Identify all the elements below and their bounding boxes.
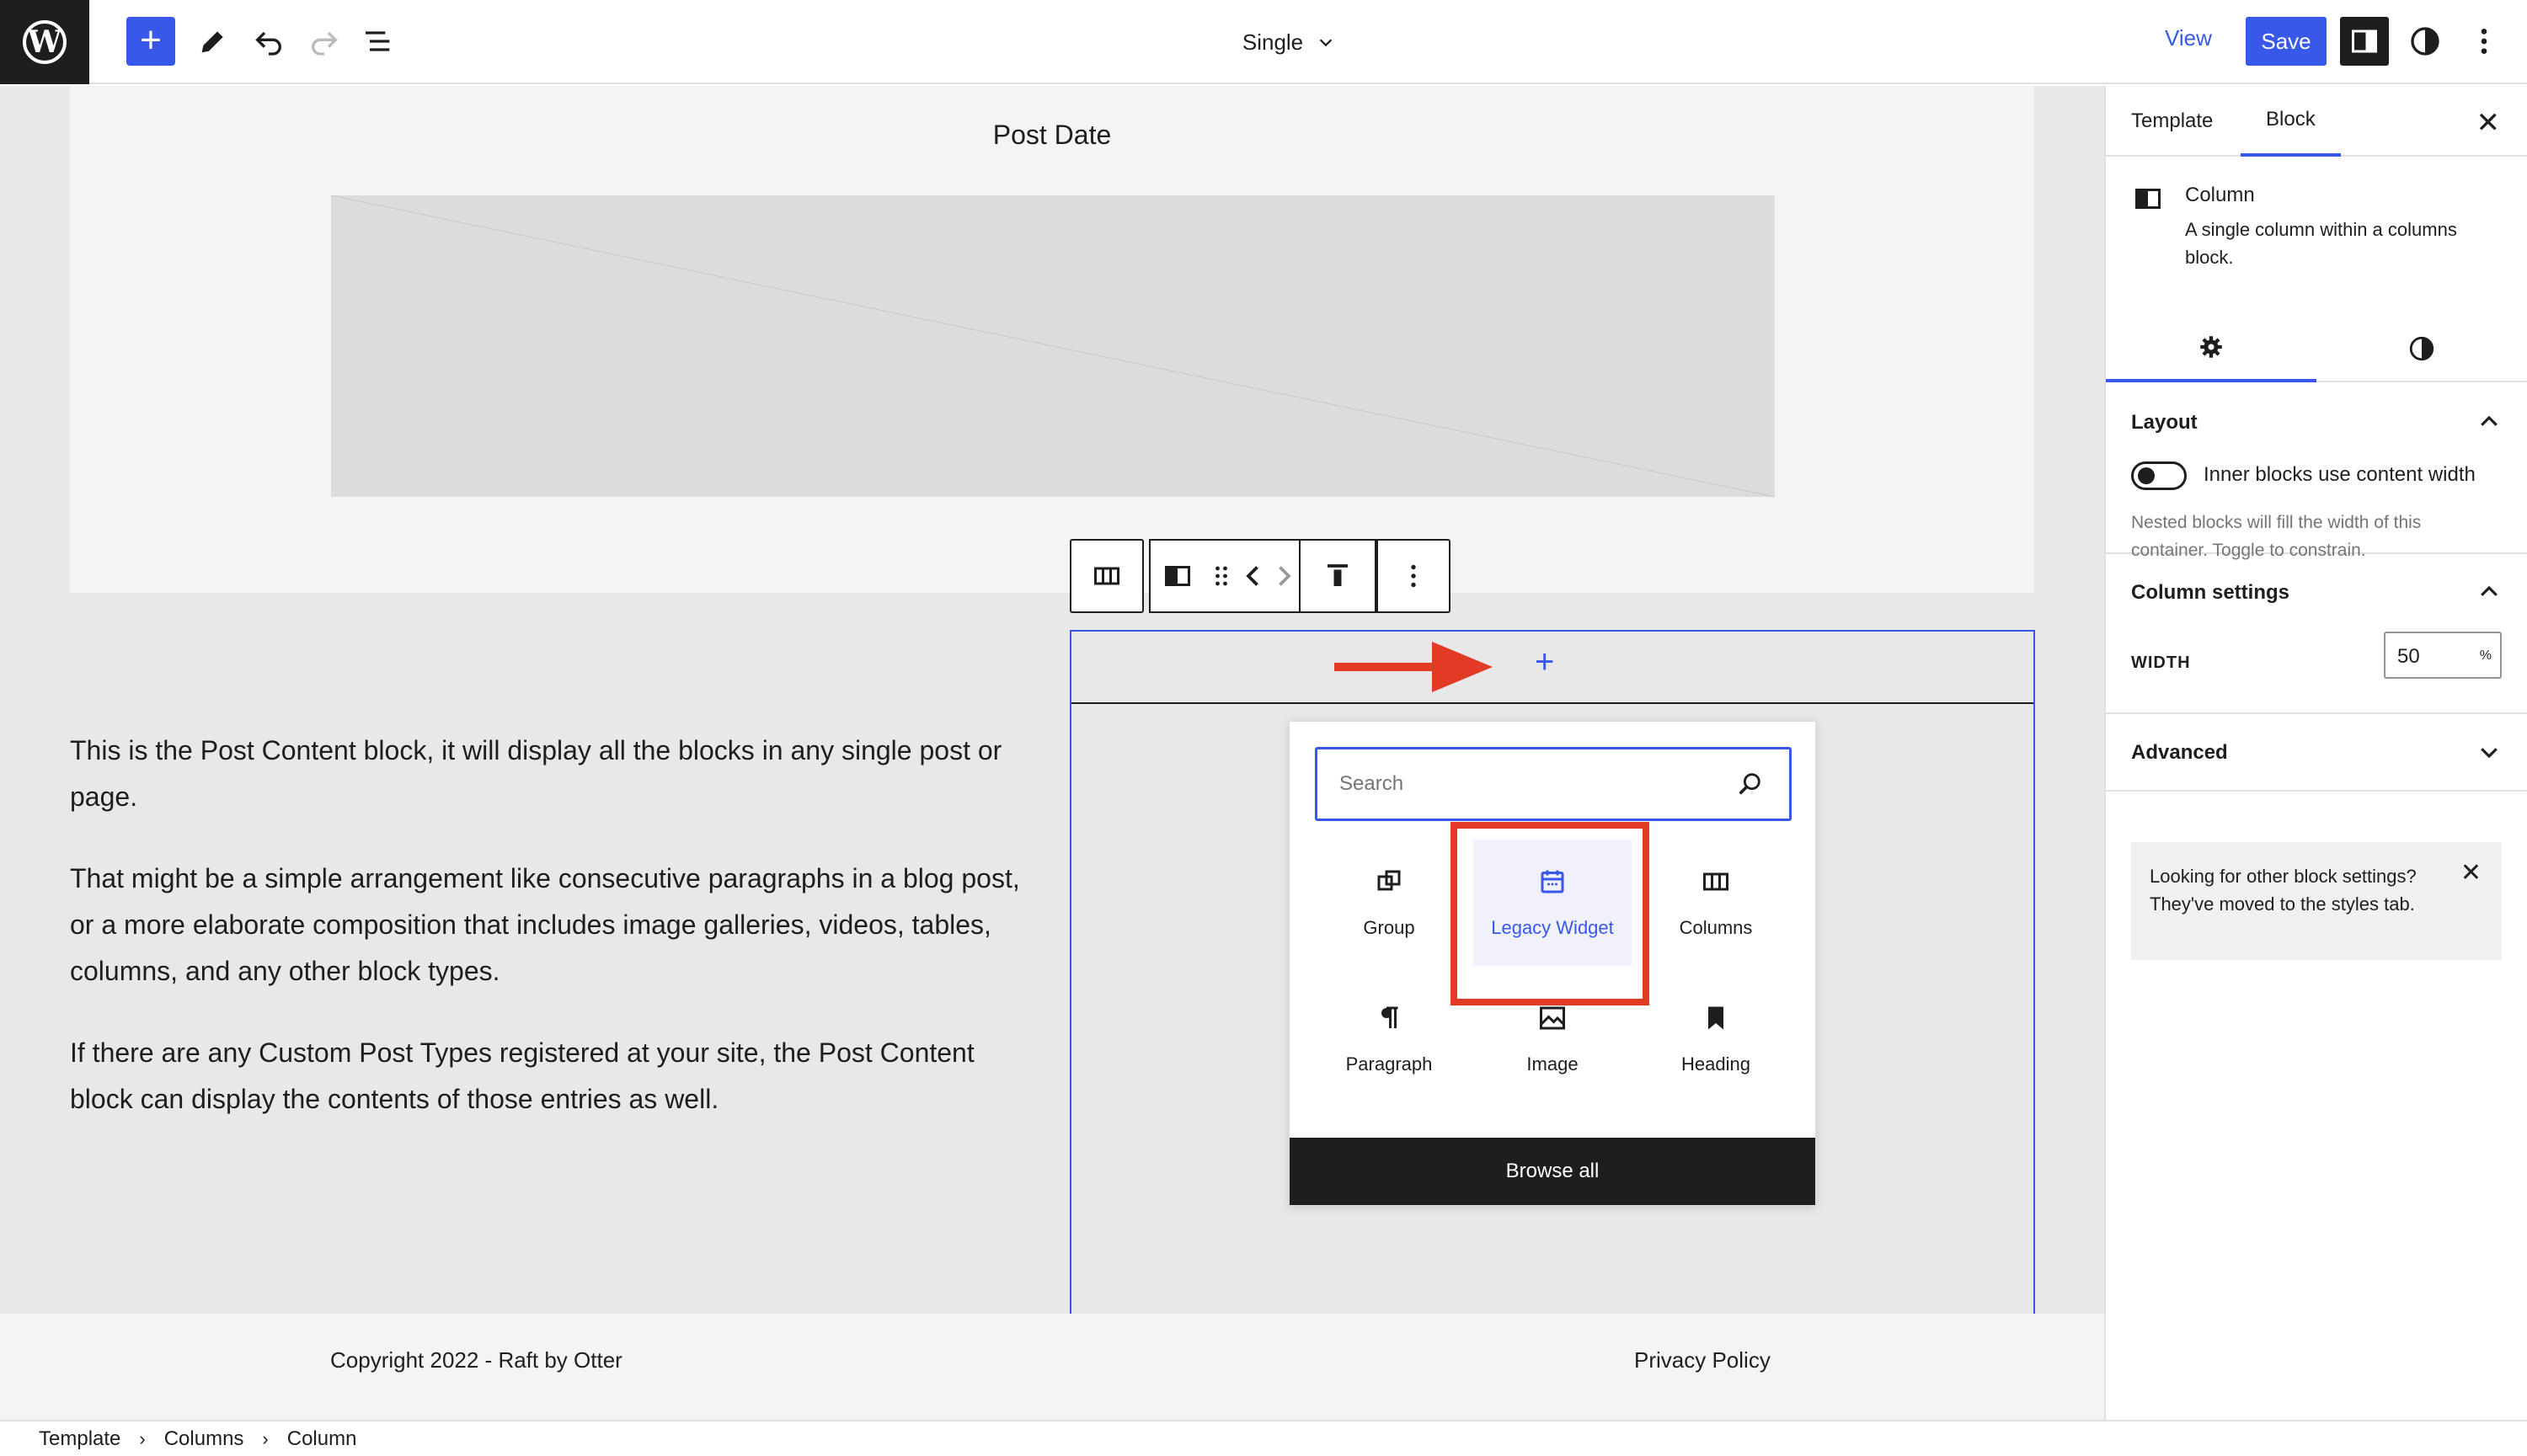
post-content-block[interactable] (70, 728, 1039, 1158)
inserter-item-paragraph[interactable] (1310, 976, 1468, 1102)
column-settings-panel (2106, 554, 2527, 714)
add-block-plus-icon[interactable]: + (1535, 643, 1555, 680)
redo-icon (307, 24, 341, 58)
breadcrumb-item[interactable]: Columns (163, 1427, 244, 1450)
document-title: Single (1242, 29, 1304, 55)
sidebar-tabs (2106, 86, 2527, 157)
tab-styles[interactable] (2316, 315, 2527, 382)
post-date[interactable]: Post Date (992, 120, 1112, 150)
inspector-tabs (2106, 315, 2527, 382)
block-options-group (1376, 539, 1450, 613)
columns-icon (1092, 561, 1122, 591)
panel-title[interactable]: Advanced (2131, 741, 2228, 764)
chevron-left-icon (1238, 561, 1269, 591)
options-button[interactable] (2460, 17, 2508, 66)
notice-text: Looking for other block settings? They've moved to the styles tab. (2150, 866, 2417, 915)
paragraph[interactable]: This is the Post Content block, it will display all the blocks in any single post or page. (70, 735, 1002, 812)
inserter-item-label: Group (1363, 917, 1415, 938)
chevron-down-icon[interactable] (2476, 739, 2502, 765)
inserter-item-label: Image (1526, 1053, 1579, 1075)
paragraph-icon (1374, 1003, 1404, 1033)
width-unit[interactable]: % (2479, 648, 2492, 663)
inserter-item-columns[interactable] (1637, 840, 1795, 966)
document-title-dropdown[interactable] (1213, 24, 1365, 61)
placeholder-diagonal (331, 195, 1775, 497)
block-toolbar (1070, 539, 1456, 613)
align-top-icon (1322, 561, 1353, 591)
content-width-toggle[interactable] (2131, 461, 2187, 490)
wordpress-logo[interactable] (0, 0, 89, 84)
help-text: Nested blocks will fill the width of this container. Toggle to constrain. (2131, 513, 2422, 560)
block-type-button[interactable] (1151, 541, 1205, 611)
drag-handle[interactable] (1205, 541, 1238, 611)
gear-icon (2197, 333, 2225, 361)
contrast-icon (2408, 24, 2442, 58)
width-input[interactable] (2384, 632, 2502, 679)
group-icon (1374, 867, 1404, 897)
tab-template[interactable]: Template (2131, 109, 2214, 132)
width-label: WIDTH (2131, 653, 2191, 672)
featured-image-placeholder[interactable] (331, 195, 1775, 497)
post-header-area (70, 86, 2034, 593)
block-actions-group (1149, 539, 1376, 613)
paragraph[interactable]: If there are any Custom Post Types registered at your site, the Post Content block can display the contents of those entries as well. (70, 1037, 975, 1114)
breadcrumb-separator-icon: › (139, 1427, 146, 1449)
block-options-button[interactable] (1378, 541, 1449, 611)
list-view-icon (361, 24, 395, 58)
move-right-button[interactable] (1269, 541, 1299, 611)
block-breadcrumb (0, 1420, 2527, 1456)
styles-button[interactable] (2401, 17, 2450, 66)
toggle-label: Inner blocks use content width (2204, 463, 2476, 486)
inserter-item-label: Heading (1681, 1053, 1750, 1075)
paragraph[interactable]: That might be a simple arrangement like consecutive paragraphs in a blog post, or a more elaborate composition that includes image galleries, videos, tables, columns, and any other block types. (70, 863, 1020, 986)
sidebar-icon (2349, 26, 2380, 56)
select-parent-group (1070, 539, 1144, 613)
settings-toggle-button[interactable] (2340, 17, 2389, 66)
inserter-item-label: Legacy Widget (1491, 917, 1614, 938)
toggle-knob (2138, 467, 2155, 484)
block-search-input[interactable] (1317, 749, 1722, 819)
block-card-title: Column (2185, 184, 2255, 206)
edit-tools-button[interactable] (189, 17, 238, 66)
redo-button[interactable] (300, 17, 349, 66)
layout-panel (2106, 384, 2527, 560)
block-appender[interactable] (1071, 632, 2033, 704)
more-vertical-icon (1398, 561, 1429, 591)
close-sidebar-button[interactable]: ✕ (2476, 107, 2500, 139)
chevron-down-icon (1317, 33, 1335, 51)
inserter-item-heading[interactable] (1637, 976, 1795, 1102)
block-search-field[interactable] (1315, 747, 1792, 821)
block-card-description: A single column within a columns block. (2185, 219, 2457, 268)
document-overview-button[interactable] (354, 17, 403, 66)
browse-all-button[interactable]: Browse all (1290, 1138, 1815, 1205)
breadcrumb-item[interactable]: Template (39, 1427, 121, 1450)
chevron-up-icon[interactable] (2476, 579, 2502, 605)
pencil-icon (196, 24, 230, 58)
save-button[interactable]: Save (2246, 17, 2327, 66)
column-icon (1162, 561, 1193, 591)
bookmark-icon (1701, 1003, 1731, 1033)
tab-block[interactable]: Block (2241, 86, 2341, 157)
tab-settings[interactable] (2106, 315, 2316, 382)
privacy-policy-link[interactable]: Privacy Policy (1634, 1347, 1771, 1373)
breadcrumb-separator-icon: › (262, 1427, 269, 1449)
panel-title[interactable]: Column settings (2131, 581, 2290, 604)
view-link[interactable]: View (2165, 25, 2212, 51)
settings-sidebar (2104, 86, 2527, 1420)
panel-title[interactable]: Layout (2131, 411, 2198, 434)
wordpress-icon: W (23, 20, 67, 64)
block-card (2106, 158, 2527, 268)
image-icon (1537, 1003, 1568, 1033)
undo-button[interactable] (244, 17, 293, 66)
select-parent-button[interactable] (1071, 541, 1142, 611)
column-icon (2133, 184, 2163, 214)
chevron-right-icon (1269, 561, 1299, 591)
breadcrumb-item: Column (286, 1427, 357, 1450)
red-highlight-annotation (1450, 822, 1649, 1005)
inserter-item-group[interactable] (1310, 840, 1468, 966)
more-vertical-icon (2467, 24, 2501, 58)
editor-canvas (0, 86, 2104, 1421)
chevron-up-icon[interactable] (2476, 409, 2502, 435)
contrast-icon (2407, 334, 2436, 363)
drag-handle-icon (1206, 561, 1237, 591)
red-arrow-annotation (1334, 635, 1503, 702)
add-block-button[interactable]: + (126, 17, 175, 66)
site-footer-area (0, 1314, 2104, 1421)
width-value: 50 (2397, 645, 2420, 668)
vertical-align-button[interactable] (1301, 541, 1375, 611)
inserter-item-label: Columns (1679, 917, 1753, 938)
inserter-item-label: Paragraph (1345, 1053, 1433, 1075)
close-icon[interactable]: ✕ (2460, 859, 2482, 887)
footer-copyright[interactable]: Copyright 2022 - Raft by Otter (330, 1347, 622, 1373)
styles-moved-notice (2131, 842, 2502, 960)
editor-header (0, 0, 2527, 84)
undo-icon (252, 24, 286, 58)
search-icon (1735, 770, 1764, 798)
advanced-panel (2106, 714, 2527, 792)
move-left-button[interactable] (1238, 541, 1269, 611)
columns-icon (1701, 867, 1731, 897)
